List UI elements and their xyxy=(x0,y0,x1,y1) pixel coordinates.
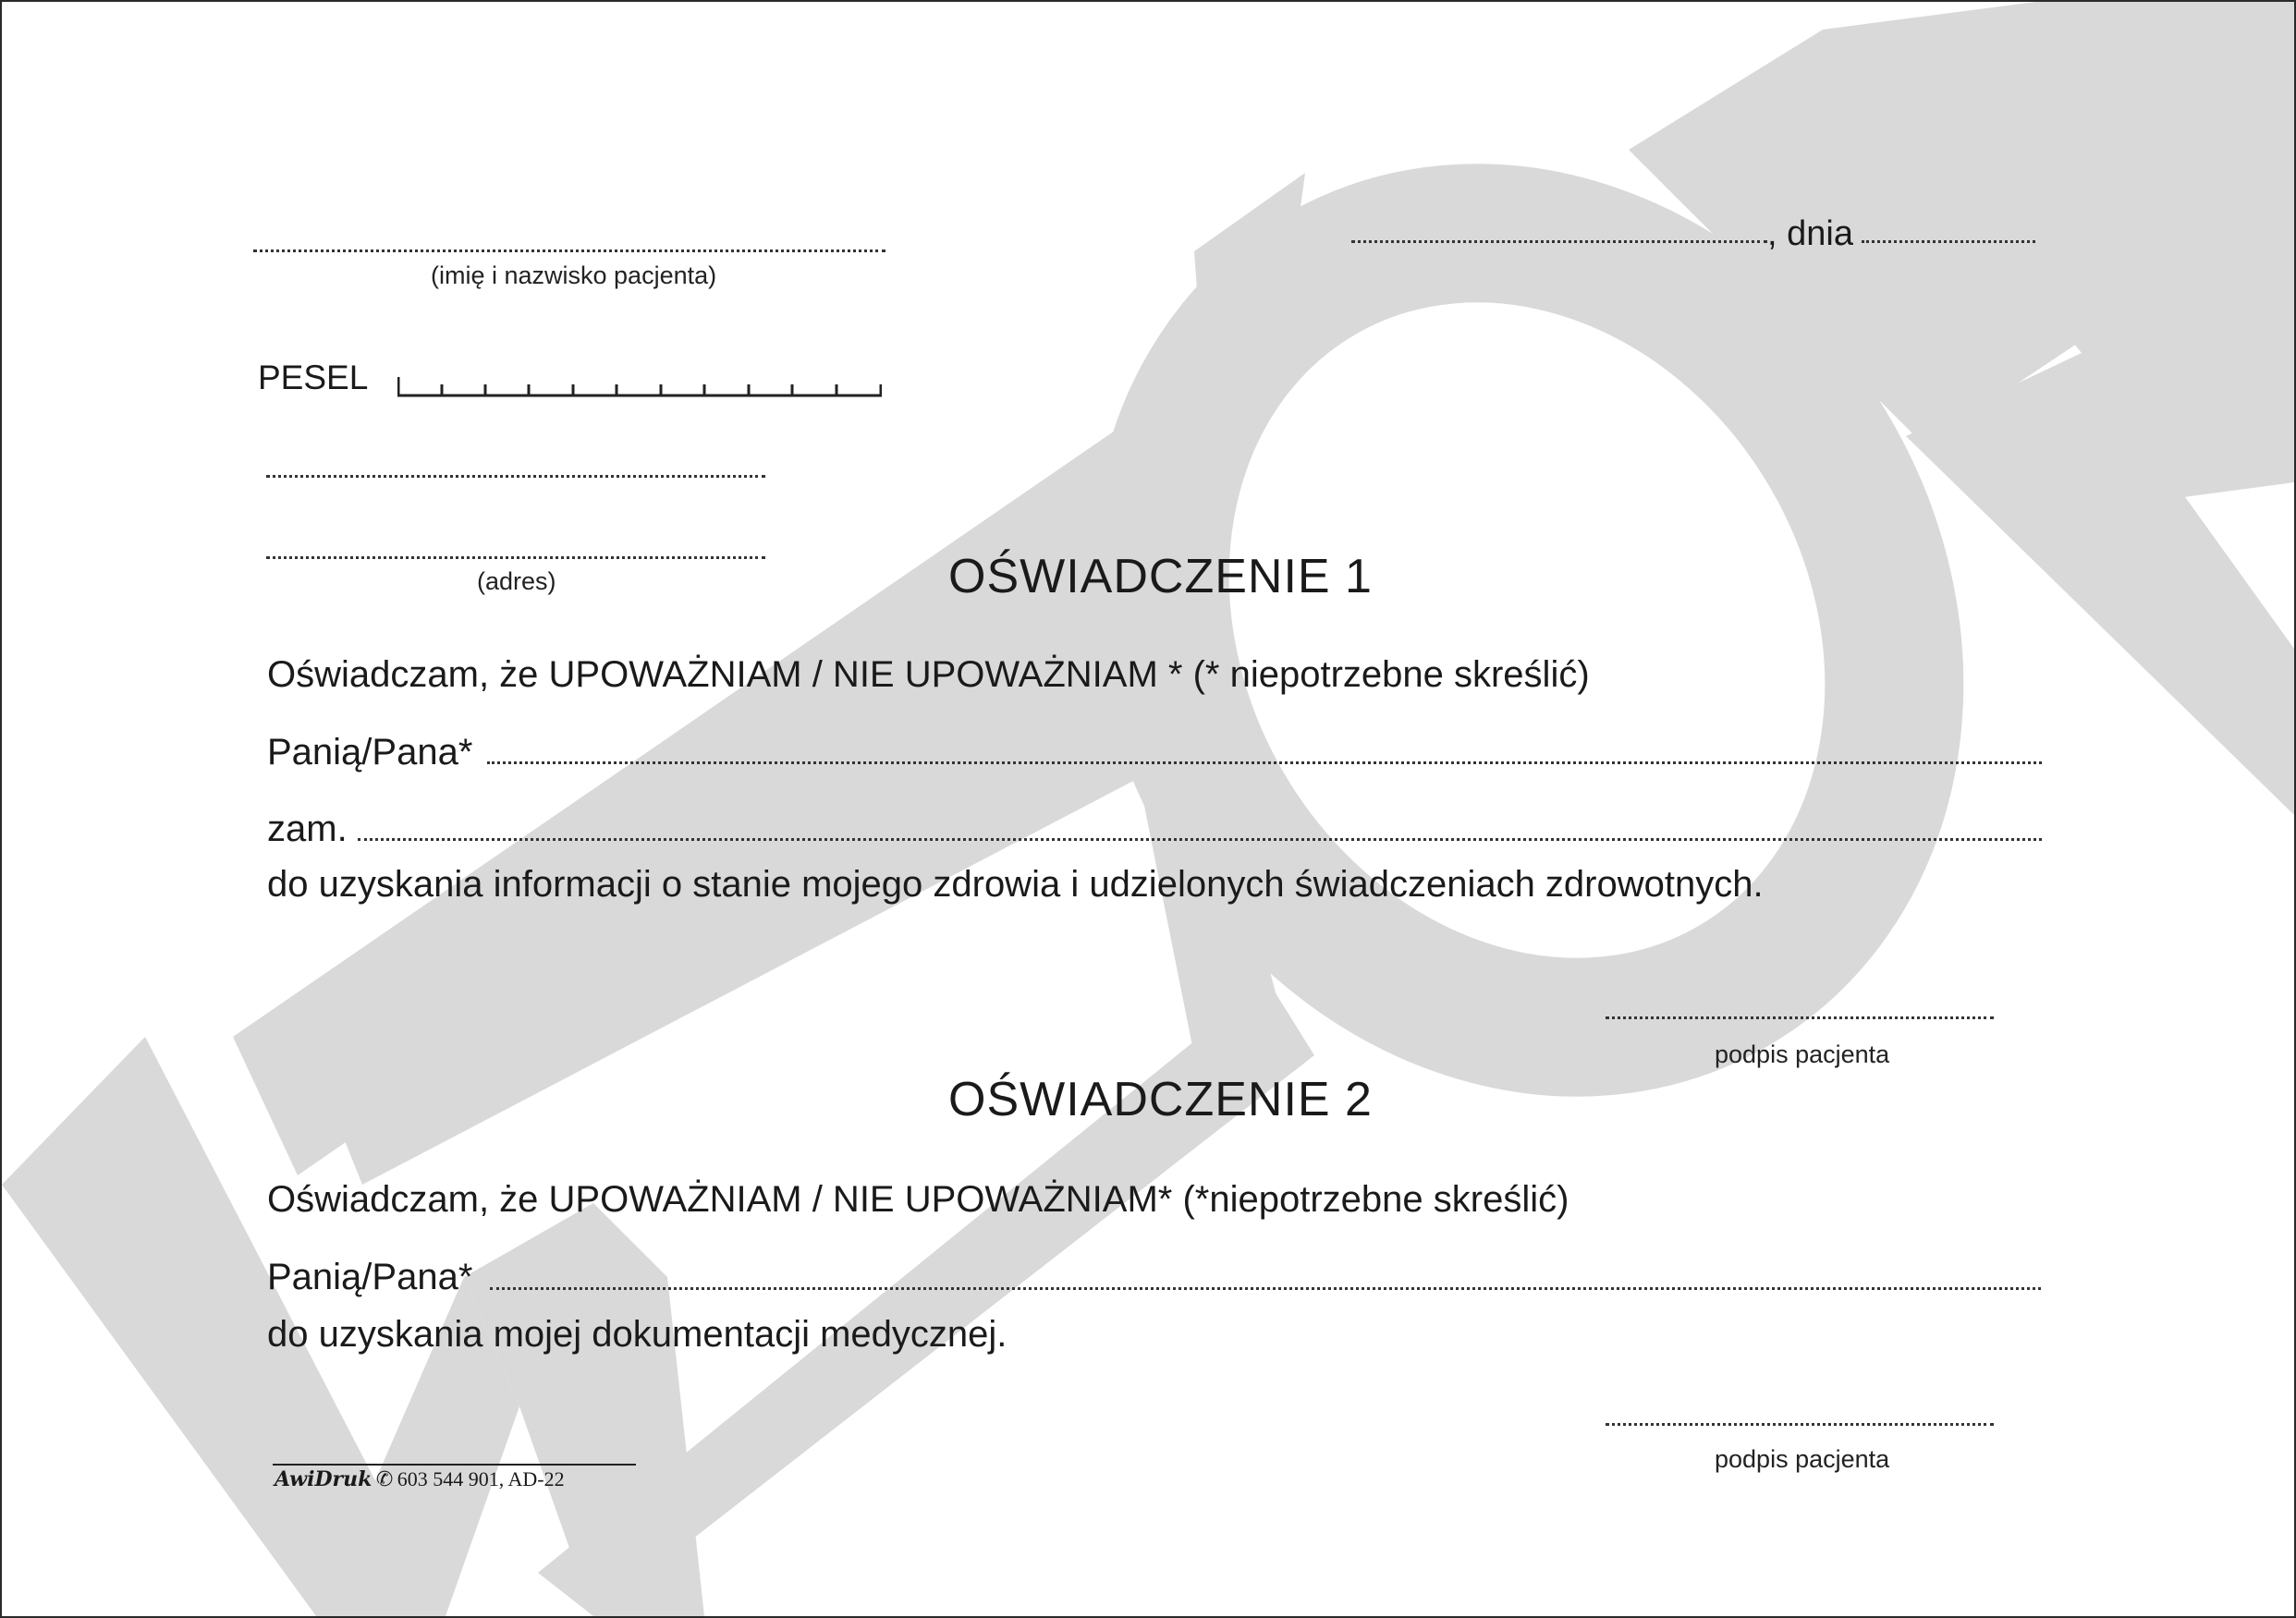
printer-code: 603 544 901, AD-22 xyxy=(397,1467,565,1490)
statement2-consent-line: Oświadczam, że UPOWAŻNIAM / NIE UPOWAŻNIAM* (*niepotrzebne skreślić) xyxy=(267,1179,1569,1220)
address-caption: (adres) xyxy=(477,567,556,595)
phone-icon: ✆ xyxy=(375,1467,394,1490)
statement2-purpose: do uzyskania mojej dokumentacji medycznej. xyxy=(267,1314,1008,1355)
statement2-person-label: Panią/Pana* xyxy=(267,1257,473,1297)
dnia-label: , dnia xyxy=(1767,214,1853,253)
printer-brand: AwiDruk xyxy=(275,1467,372,1491)
statement1-address-label: zam. xyxy=(267,809,348,849)
statement1-purpose: do uzyskania informacji o stanie mojego zdrowia i udzielonych świadczeniach zdrowotnych. xyxy=(267,864,1764,905)
statement1-consent-line: Oświadczam, że UPOWAŻNIAM / NIE UPOWAŻNIAM * (* niepotrzebne skreślić) xyxy=(267,654,1590,695)
pesel-label: PESEL xyxy=(258,359,369,396)
statement2-title: OŚWIADCZENIE 2 xyxy=(948,1073,1373,1126)
statement1-title: OŚWIADCZENIE 1 xyxy=(948,550,1373,603)
patient-name-caption: (imię i nazwisko pacjenta) xyxy=(431,262,717,289)
pesel-input-boxes[interactable] xyxy=(397,371,882,397)
statement1-signature-caption: podpis pacjenta xyxy=(1715,1040,1890,1068)
statement1-person-label: Panią/Pana* xyxy=(267,732,473,773)
statement2-signature-caption: podpis pacjenta xyxy=(1715,1445,1890,1473)
printer-footer xyxy=(275,1467,565,1491)
